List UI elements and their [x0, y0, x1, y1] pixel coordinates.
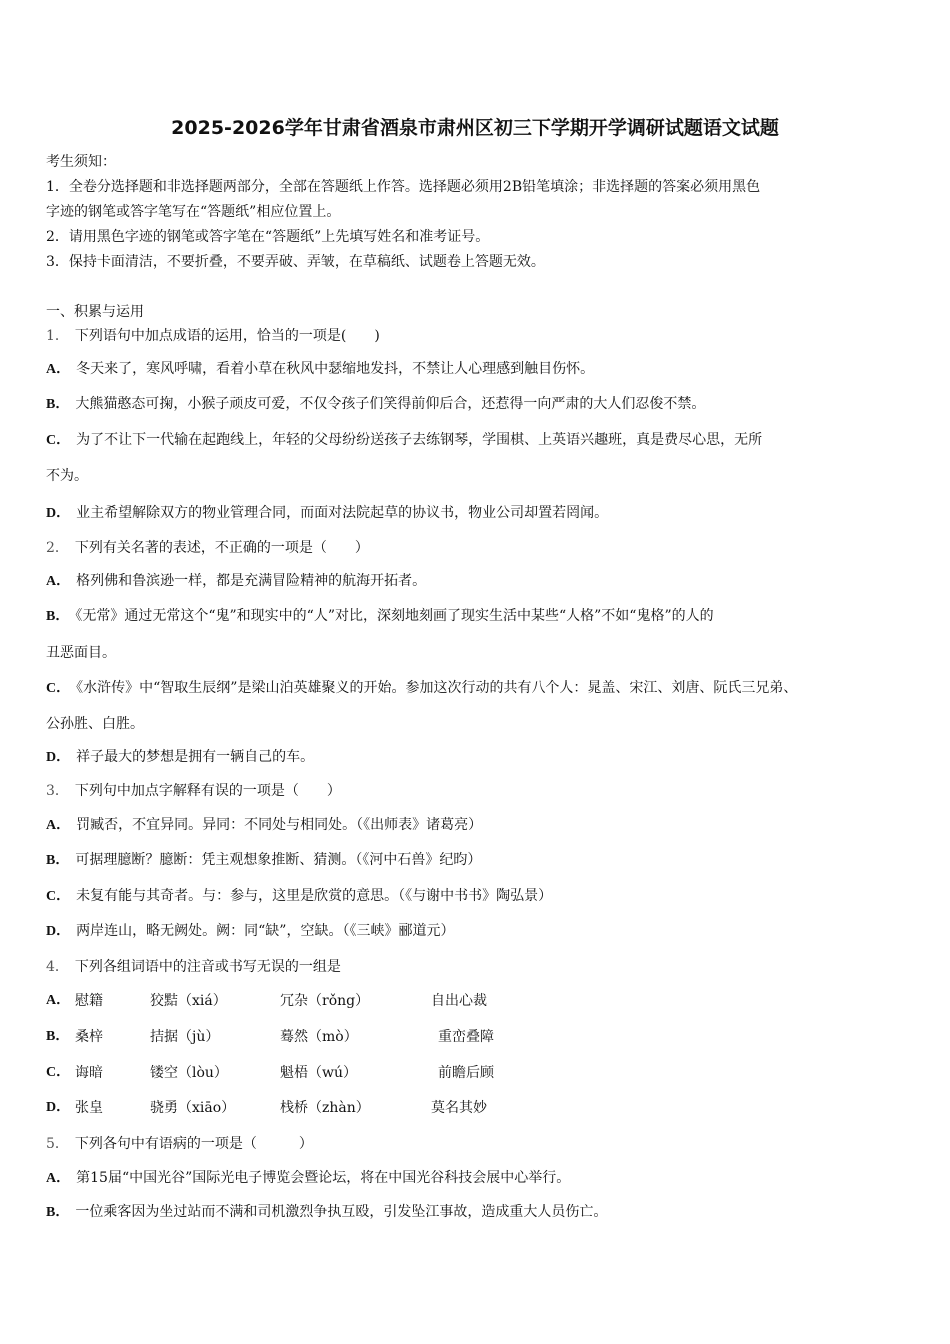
q1-option-c-cont: 不为。 [46, 468, 88, 484]
word-2: 骁勇（xiāo） [150, 1100, 236, 1116]
q2-option-c [46, 678, 797, 699]
option-text: 《无常》通过无常这个“鬼”和现实中的“人”对比，深刻地刻画了现实生活中某些“人格”不如“鬼格”的人的 [75, 608, 714, 624]
option-text: 未复有能与其奇者。与：参与，这里是欣赏的意思。（《与谢中书书》陶弘景） [76, 888, 553, 904]
question-number: 3． [46, 783, 69, 799]
question-3-stem [46, 781, 341, 801]
q1-option-d [46, 503, 608, 524]
option-text: 两岸连山，略无阙处。阙：同“缺”，空缺。（《三峡》郦道元） [76, 923, 455, 939]
option-text: 大熊猫憨态可掬，小猴子顽皮可爱，不仅令孩子们笑得前仰后合，还惹得一向严肃的大人们忍俊不禁。 [75, 396, 706, 412]
word-1: 桑梓 [75, 1029, 103, 1045]
word-3: 冗杂（rǒng） [280, 993, 370, 1009]
question-number: 4． [46, 959, 69, 975]
option-text: 业主希望解除双方的物业管理合同，而面对法院起草的协议书，物业公司却置若罔闻。 [76, 505, 609, 521]
q2-option-c-cont: 公孙胜、白胜。 [46, 716, 144, 732]
word-3: 栈桥（zhàn） [280, 1100, 370, 1116]
notice-line-1: 1．全卷分选择题和非选择题两部分，全部在答题纸上作答。选择题必须用2B铅笔填涂；非选择题的答案必须用黑色 [46, 179, 761, 195]
q3-option-d [46, 921, 454, 942]
word-4: 重峦叠障 [438, 1029, 494, 1045]
question-text: 下列有关名著的表述，不正确的一项是（ ） [74, 540, 369, 556]
question-text: 下列句中加点字解释有误的一项是（ ） [74, 783, 341, 799]
word-3: 魁梧（wú） [280, 1065, 357, 1081]
option-label: A． [46, 818, 71, 833]
option-text: 冬天来了，寒风呼啸，看着小草在秋风中瑟缩地发抖，不禁让人心理感到触目伤怀。 [76, 361, 595, 377]
question-text: 下列各句中有语病的一项是（ ） [74, 1136, 313, 1152]
q2-option-d [46, 747, 314, 768]
question-4-stem [46, 957, 341, 977]
notice-line-2: 字迹的钢笔或答字笔写在“答题纸”相应位置上。 [46, 204, 341, 220]
option-label: A． [46, 993, 71, 1008]
option-text: 格列佛和鲁滨逊一样，都是充满冒险精神的航海开拓者。 [76, 573, 427, 589]
option-label: D． [46, 924, 71, 939]
option-text: 可据理臆断？臆断：凭主观想象推断、猜测。（《河中石兽》纪昀） [75, 852, 482, 868]
notice-line-4: 3．保持卡面清洁，不要折叠，不要弄破、弄皱，在草稿纸、试题卷上答题无效。 [46, 254, 545, 270]
notice-line-3: 2．请用黑色字迹的钢笔或答字笔在“答题纸”上先填写姓名和准考证号。 [46, 229, 490, 245]
word-1: 慰籍 [75, 993, 103, 1009]
question-number: 2． [46, 540, 69, 556]
option-label: C． [46, 681, 71, 696]
option-label: A． [46, 362, 71, 377]
option-label: B． [46, 1205, 70, 1220]
option-text: 一位乘客因为坐过站而不满和司机激烈争执互殴，引发坠江事故，造成重大人员伤亡。 [75, 1204, 608, 1220]
option-label: C． [46, 433, 71, 448]
option-label: A． [46, 574, 71, 589]
notice-heading: 考生须知： [46, 154, 116, 170]
q5-option-a [46, 1168, 570, 1189]
word-3: 蓦然（mò） [280, 1029, 358, 1045]
word-1: 诲暗 [75, 1065, 103, 1081]
option-label: B． [46, 609, 70, 624]
word-4: 前瞻后顾 [438, 1065, 494, 1081]
question-text: 下列语句中加点成语的运用，恰当的一项是( ) [74, 328, 380, 344]
word-1: 张皇 [75, 1100, 103, 1116]
option-text: 第15届“中国光谷”国际光电子博览会暨论坛，将在中国光谷科技会展中心举行。 [76, 1170, 571, 1186]
word-2: 狡黠（xiá） [150, 993, 227, 1009]
q5-option-b [46, 1202, 607, 1223]
q3-option-c [46, 886, 552, 907]
question-number: 1． [46, 328, 69, 344]
q2-option-a [46, 571, 426, 592]
q1-option-c [46, 430, 762, 451]
question-text: 下列各组词语中的注音或书写无误的一组是 [74, 959, 341, 975]
q1-option-a [46, 359, 594, 380]
section-heading: 一、积累与运用 [46, 304, 144, 320]
option-text: 罚臧否，不宜异同。异同：不同处与相同处。（《出师表》诸葛亮） [76, 817, 483, 833]
option-label: B． [46, 1029, 70, 1044]
q1-option-b [46, 394, 705, 415]
question-5-stem [46, 1134, 313, 1154]
q3-option-b [46, 850, 481, 871]
option-label: C． [46, 1065, 71, 1080]
q2-option-b [46, 606, 714, 627]
option-label: C． [46, 889, 71, 904]
option-label: B． [46, 397, 70, 412]
option-label: A． [46, 1171, 71, 1186]
question-1-stem [46, 326, 380, 346]
option-label: B． [46, 853, 70, 868]
option-label: D． [46, 1100, 71, 1115]
option-label: D． [46, 506, 71, 521]
question-number: 5． [46, 1136, 69, 1152]
word-2: 镂空（lòu） [150, 1065, 228, 1081]
option-label: D． [46, 750, 71, 765]
word-4: 自出心裁 [431, 993, 487, 1009]
question-2-stem [46, 538, 369, 558]
option-text: 《水浒传》中“智取生辰纲”是梁山泊英雄聚义的开始。参加这次行动的共有八个人：晁盖、宋江、刘唐、阮氏三兄弟、 [76, 680, 798, 696]
option-text: 祥子最大的梦想是拥有一辆自己的车。 [76, 749, 315, 765]
q3-option-a [46, 815, 482, 836]
word-2: 拮据（jù） [150, 1029, 220, 1045]
option-text: 为了不让下一代输在起跑线上，年轻的父母纷纷送孩子去练钢琴，学围棋、上英语兴趣班，真是费尽心思，无所 [76, 432, 763, 448]
word-4: 莫名其妙 [431, 1100, 487, 1116]
page-title: 2025-2026学年甘肃省酒泉市肃州区初三下学期开学调研试题语文试题 [171, 117, 779, 139]
q2-option-b-cont: 丑恶面目。 [46, 645, 116, 661]
